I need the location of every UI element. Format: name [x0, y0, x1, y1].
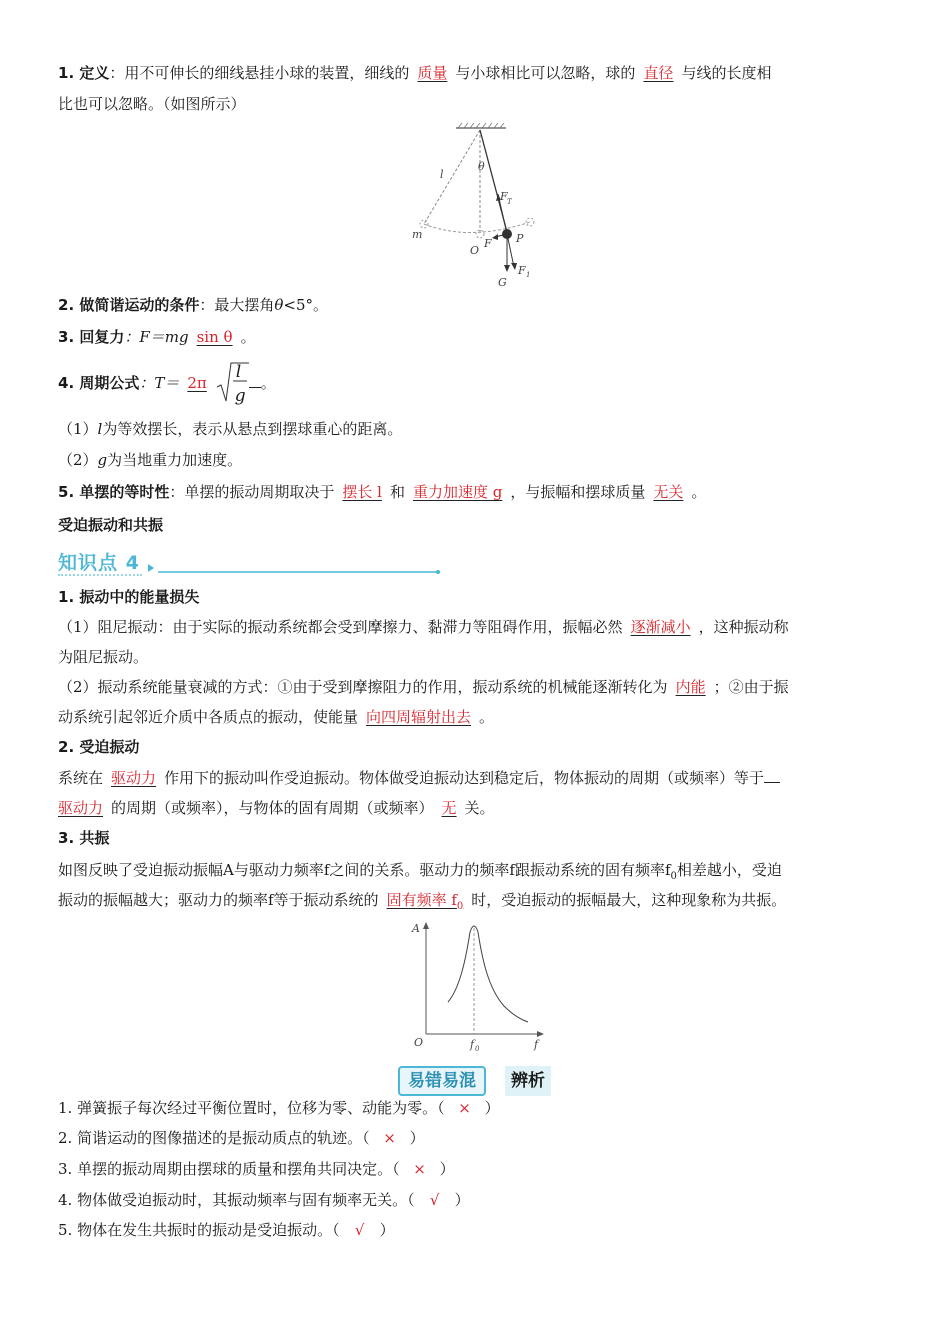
judgment-3-end: ） — [439, 1160, 455, 1178]
e1-p2-b: ；②由于振 — [713, 678, 789, 696]
answer-natural-frequency-sub: 0 — [456, 901, 464, 912]
answer-driving-force-2: 驱动力 — [58, 799, 104, 817]
energy-decay-line-1 — [58, 672, 888, 702]
sec2-num: 2 — [58, 296, 69, 314]
chart-xlabel: f — [534, 1038, 539, 1051]
label-G: G — [498, 276, 507, 289]
sec1-text-d: 比也可以忽略。（如图所示） — [58, 95, 246, 113]
damped-line-1 — [58, 612, 888, 642]
mark-check: √ — [354, 1221, 365, 1239]
answer-radiate: 向四周辐射出去 — [366, 708, 472, 726]
label-F: F — [484, 237, 492, 250]
e3-c: 时，受迫振动的振幅最大，这种现象称为共振。 — [471, 891, 787, 909]
sec1-num: 1 — [58, 64, 69, 82]
answer-gravity: 重力加速度 g — [412, 483, 503, 501]
sec1-text-c: 与线的长度相 — [681, 64, 772, 82]
energy-decay-line-2 — [58, 702, 888, 732]
e2-c: 的周期（或频率），与物体的固有周期（或频率） — [111, 799, 434, 817]
e2-a: 系统在 — [58, 769, 104, 787]
judgment-5 — [58, 1215, 888, 1245]
e2-b: 作用下的振动叫作受迫振动。物体做受迫振动达到稳定后，物体振动的周期（或频率）等于 — [164, 769, 765, 787]
sec4-end: 。 — [260, 374, 276, 392]
sec3-label: 回复力 — [79, 328, 125, 346]
answer-none: 无 — [441, 799, 457, 817]
note-2 — [58, 445, 888, 475]
sec5-text-a: ：单摆的振动周期取决于 — [169, 483, 335, 501]
mark-check: √ — [429, 1191, 440, 1209]
note-1-var: l — [97, 420, 103, 438]
answer-2pi: 2π — [187, 374, 207, 392]
label-theta: θ — [478, 160, 485, 173]
resonance-heading: 3. 共振 — [58, 829, 110, 847]
section-heading-forced: 受迫振动和共振 — [58, 516, 164, 534]
sec5-end: 。 — [691, 483, 707, 501]
note-2-text: 为当地重力加速度。 — [107, 451, 243, 469]
answer-decrease: 逐渐减小 — [630, 618, 691, 636]
mark-cross: × — [413, 1160, 426, 1178]
judgment-4-text: 4. 物体做受迫振动时，其振动频率与固有频率无关。（ — [58, 1191, 415, 1209]
judgment-4 — [58, 1185, 888, 1215]
sec4-num: 4 — [58, 374, 69, 392]
label-FT-sub: T — [507, 198, 512, 206]
label-l: l — [440, 168, 444, 181]
sec5-text-b: 和 — [389, 483, 405, 501]
energy-loss-heading: 1. 振动中的能量损失 — [58, 588, 200, 606]
sec1-text-a: ：用不可伸长的细线悬挂小球的装置，细线的 — [109, 64, 410, 82]
e1-num: 1 — [58, 588, 69, 606]
sec2-cond: <5°。 — [283, 296, 329, 314]
sec3-text: ：F＝mg — [124, 328, 189, 346]
answer-unrelated: 无关 — [653, 483, 684, 501]
label-F1: F — [518, 264, 526, 277]
answer-diameter: 直径 — [643, 64, 674, 82]
badge-underline — [146, 562, 446, 574]
e3-b: 振动的振幅越大；驱动力的频率f等于振动系统的 — [58, 891, 379, 909]
e3-label: 共振 — [79, 829, 110, 847]
forced-line-1 — [58, 763, 888, 793]
e1-p2-d: 。 — [479, 708, 495, 726]
answer-natural-frequency-text: 固有频率 f — [386, 891, 457, 909]
sec3-num: 3 — [58, 328, 69, 346]
e3-a2: 相差越小，受迫 — [676, 861, 782, 879]
e1-p1-c: 为阻尼振动。 — [58, 648, 149, 666]
judgment-3-text: 3. 单摆的振动周期由摆球的质量和摆角共同决定。（ — [58, 1160, 400, 1178]
answer-internal-energy: 内能 — [675, 678, 706, 696]
answer-length: 摆长 l — [342, 483, 382, 501]
label-FT: F — [500, 190, 508, 203]
e2-num: 2 — [58, 738, 69, 756]
chart-ylabel: A — [412, 922, 420, 935]
chart-peak-label: f — [470, 1038, 475, 1051]
yicuo-tail: 辨析 — [505, 1066, 551, 1096]
judgment-1 — [58, 1093, 888, 1123]
answer-mass: 质量 — [417, 64, 448, 82]
fraction-numerator: l — [235, 362, 242, 382]
answer-natural-frequency — [379, 891, 472, 912]
sec4-label: 周期公式 — [79, 374, 140, 392]
judgment-2-text: 2. 简谐运动的图像描述的是振动质点的轨迹。（ — [58, 1129, 370, 1147]
label-P: P — [516, 232, 524, 245]
condition-line: 2. 做简谐运动的条件：最大摆角θ<5°。 — [58, 296, 329, 314]
knowledge-point-label: 知识点 4 — [58, 552, 140, 574]
pendulum-diagram — [410, 122, 550, 292]
chart-peak-sub: 0 — [475, 1045, 480, 1053]
judgment-4-end: ） — [454, 1191, 470, 1209]
sec2-label: 做简谐运动的条件 — [79, 296, 200, 314]
judgment-1-text: 1. 弹簧振子每次经过平衡位置时，位移为零、动能为零。（ — [58, 1099, 445, 1117]
sec5-text-c: ，与振幅和摆球质量 — [510, 483, 646, 501]
e2-label: 受迫振动 — [79, 738, 140, 756]
sec4-text: ：T＝ — [139, 374, 180, 392]
sec5-num: 5 — [58, 483, 69, 501]
e1-p1-a: （1）阻尼振动：由于实际的振动系统都会受到摩擦力、黏滞力等阻碍作用，振幅必然 — [58, 618, 623, 636]
e3-a-sub: 0 — [670, 871, 677, 882]
answer-sin-theta: sin θ — [196, 328, 233, 346]
note-1-pre: （1） — [58, 420, 98, 438]
definition-line-2 — [58, 89, 888, 119]
definition-line-1: 1. 定义：用不可伸长的细线悬挂小球的装置，细线的 质量 与小球相比可以忽略，球的 直径 与线的长度相 — [58, 64, 772, 82]
note-1-text: 为等效摆长，表示从悬点到摆球重心的距离。 — [102, 420, 403, 438]
resonance-chart — [408, 918, 548, 1056]
e1-label: 振动中的能量损失 — [79, 588, 200, 606]
label-O: O — [470, 244, 480, 257]
chart-origin: O — [414, 1036, 424, 1049]
note-1 — [58, 414, 888, 444]
period-formula-line: 4. 周期公式：T＝ 2π l g 。 — [58, 368, 888, 399]
yicuo-badge: 易错易混 — [398, 1066, 486, 1096]
isochronism-line: 5. 单摆的等时性：单摆的振动周期取决于 摆长 l 和 重力加速度 g ，与振幅和摆球质量 无关 。 — [58, 483, 707, 501]
e1-p1-b: ，这种振动称 — [698, 618, 789, 636]
knowledge-point-badge — [58, 548, 140, 575]
mark-cross: × — [458, 1099, 471, 1117]
label-m: m — [412, 228, 423, 241]
judgment-5-text: 5. 物体在发生共振时的振动是受迫振动。（ — [58, 1221, 340, 1239]
judgment-5-end: ） — [379, 1221, 395, 1239]
fraction-denominator: g — [234, 386, 246, 406]
sec3-end: 。 — [240, 328, 256, 346]
sec1-label: 定义 — [79, 64, 110, 82]
note-2-var: g — [97, 451, 108, 469]
forced-line-2 — [58, 793, 888, 823]
judgment-2 — [58, 1123, 888, 1153]
damped-line-2 — [58, 642, 888, 672]
e1-p2-c: 动系统引起邻近介质中各质点的振动，使能量 — [58, 708, 359, 726]
restoring-force-line: 3. 回复力：F＝mg sin θ 。 — [58, 328, 256, 346]
judgment-3 — [58, 1154, 888, 1184]
sec1-text-b: 与小球相比可以忽略，球的 — [455, 64, 636, 82]
e2-d: 关。 — [464, 799, 495, 817]
mark-cross: × — [383, 1129, 396, 1147]
answer-driving-force-1: 驱动力 — [111, 769, 157, 787]
e3-num: 3 — [58, 829, 69, 847]
forced-vibration-heading: 2. 受迫振动 — [58, 738, 140, 756]
sec2-text: ：最大摆角 — [199, 296, 275, 314]
e1-p2-a: （2）振动系统能量衰减的方式：①由于受到摩擦阻力的作用，振动系统的机械能逐渐转化为 — [58, 678, 668, 696]
judgment-1-end: ） — [484, 1099, 500, 1117]
resonance-line-2 — [58, 885, 888, 922]
note-2-pre: （2） — [58, 451, 98, 469]
sqrt-fraction — [215, 362, 249, 406]
sec2-theta: θ — [274, 296, 284, 314]
sec5-label: 单摆的等时性 — [79, 483, 170, 501]
judgment-2-end: ） — [409, 1129, 425, 1147]
e3-a: 如图反映了受迫振动振幅A与驱动力频率f之间的关系。驱动力的频率f跟振动系统的固有频率f — [58, 861, 671, 879]
label-F1-sub: 1 — [526, 271, 531, 279]
